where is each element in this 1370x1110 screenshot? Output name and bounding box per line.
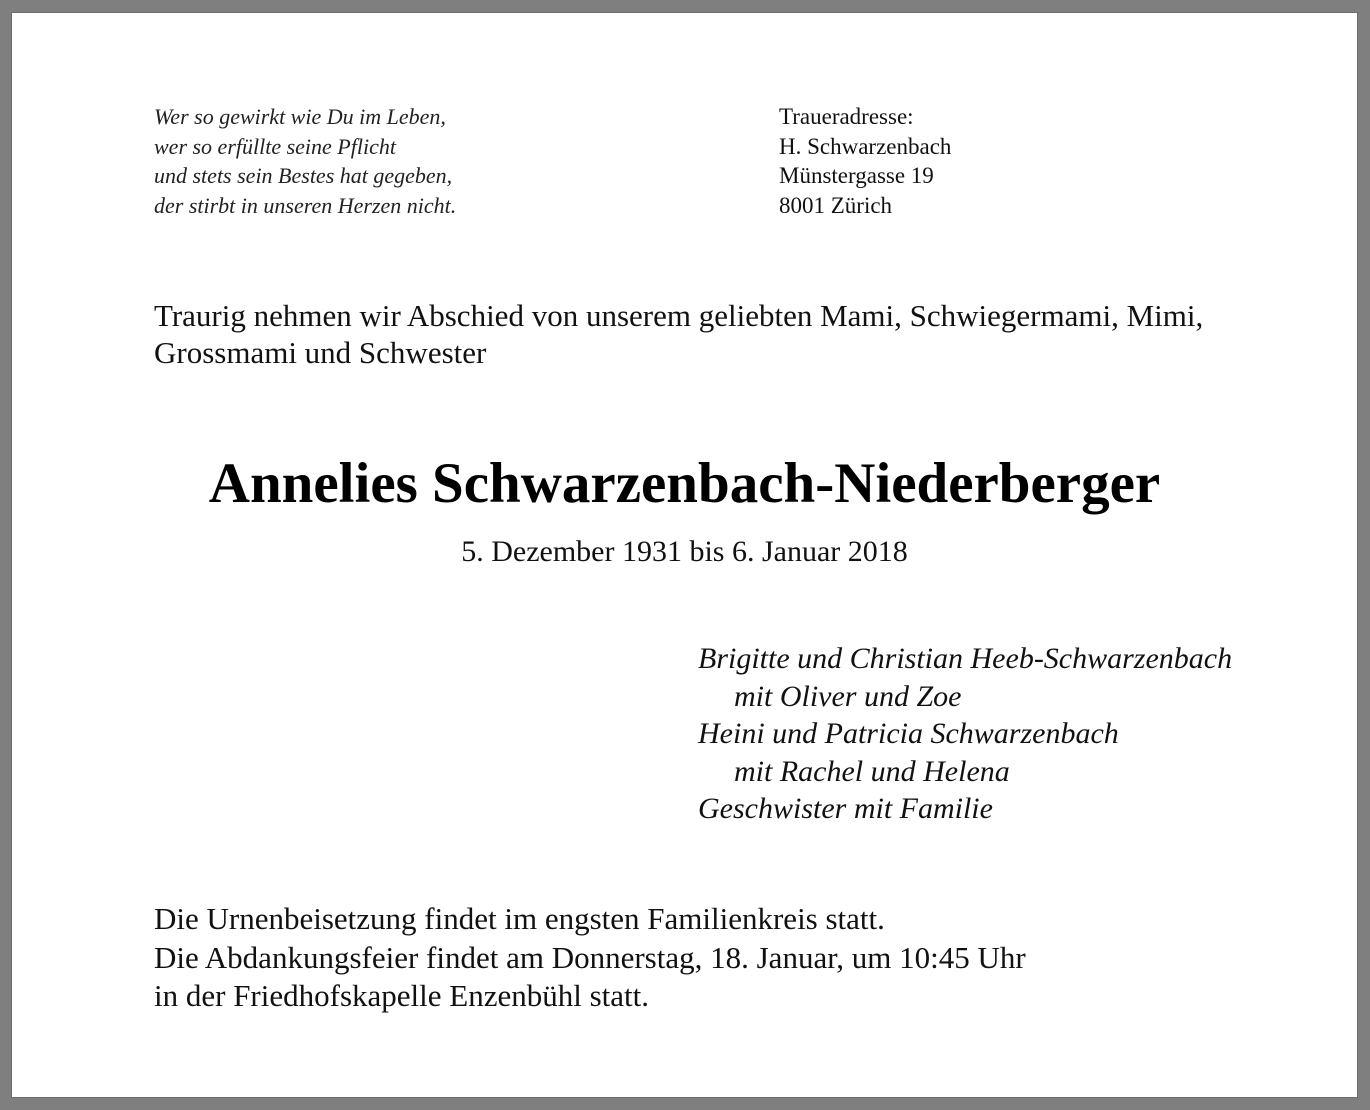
address-name: H. Schwarzenbach xyxy=(779,133,952,159)
family-signatories xyxy=(698,640,1258,828)
ceremony-line: Die Abdankungsfeier findet am Donnerstag, 18. Januar, um 10:45 Uhr xyxy=(154,939,1026,975)
family-line: Heini und Patricia Schwarzenbach xyxy=(698,717,1119,750)
ceremony-info xyxy=(154,900,1254,1016)
deceased-name: Annelies Schwarzenbach-Niederberger xyxy=(208,452,1161,515)
family-line: mit Rachel und Helena xyxy=(734,754,1010,788)
poem-line: der stirbt in unseren Herzen nicht. xyxy=(154,192,457,218)
address-city: 8001 Zürich xyxy=(779,192,893,218)
address-street: Münstergasse 19 xyxy=(779,163,934,188)
poem-line: und stets sein Bestes hat gegeben, xyxy=(154,163,453,188)
family-line: Geschwister mit Familie xyxy=(698,792,993,825)
poem-line: wer so erfüllte seine Pflicht xyxy=(154,133,396,159)
document-page xyxy=(12,13,1357,1097)
address-label: Traueradresse: xyxy=(779,104,914,129)
life-dates: 5. Dezember 1931 bis 6. Januar 2018 xyxy=(461,535,908,568)
intro-text: Traurig nehmen wir Abschied von unserem geliebten Mami, Schwiegermami, Mimi, Grossmami und Schwester xyxy=(154,298,1204,370)
ceremony-line: Die Urnenbeisetzung findet im engsten Familienkreis statt. xyxy=(154,901,885,936)
mourning-address xyxy=(779,102,1199,220)
family-line: Brigitte und Christian Heeb-Schwarzenbach xyxy=(698,642,1233,675)
poem-verse xyxy=(154,102,674,220)
ceremony-line: in der Friedhofskapelle Enzenbühl statt. xyxy=(154,978,650,1013)
poem-line: Wer so gewirkt wie Du im Leben, xyxy=(154,104,446,129)
family-line: mit Oliver und Zoe xyxy=(734,679,962,713)
